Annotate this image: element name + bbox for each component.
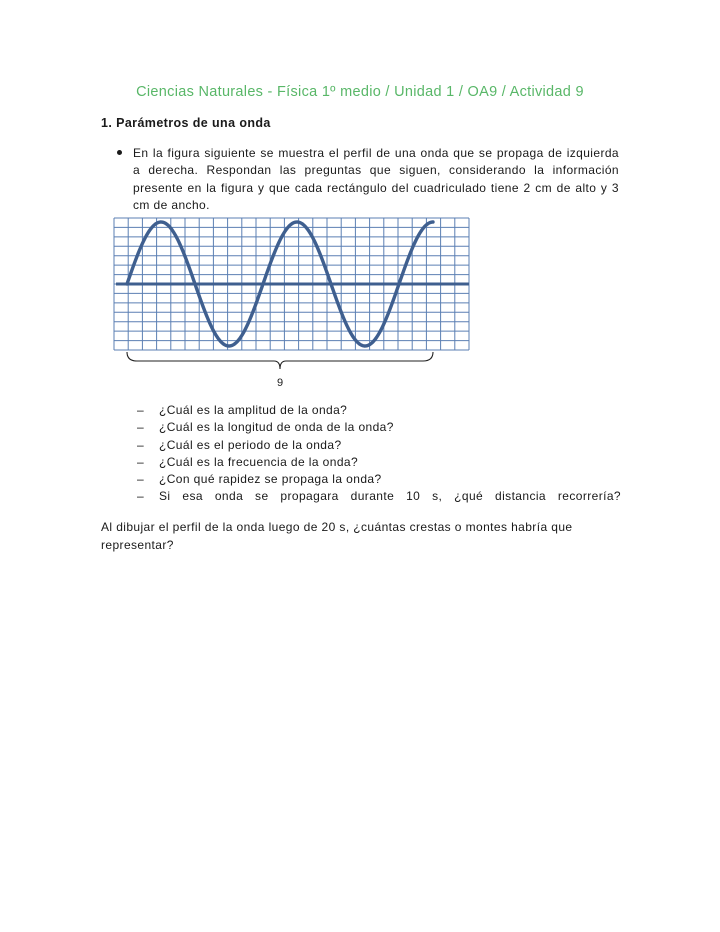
page-header-title: Ciencias Naturales - Física 1º medio / Unidad 1 / OA9 / Actividad 9 [136, 84, 584, 100]
wave-diagram [108, 212, 474, 394]
wave-figure [108, 212, 474, 399]
final-question: Al dibujar el perfil de la onda luego de 20 s, ¿cuántas crestas o montes habría que representar? [101, 520, 573, 552]
question-text: Si esa onda se propagara durante 10 s, ¿qué distancia recorrería? [159, 489, 621, 504]
bullet-dot [117, 150, 122, 155]
question-text: ¿Cuál es la frecuencia de la onda? [159, 454, 359, 469]
question-text: ¿Cuál es la amplitud de la onda? [159, 403, 348, 417]
dash-marker: – [137, 420, 145, 435]
question-item [137, 471, 621, 488]
brace-label: 9 [276, 377, 284, 389]
question-text: ¿Con qué rapidez se propaga la onda? [159, 472, 382, 487]
dash-marker: – [137, 437, 145, 452]
question-text: ¿Cuál es la longitud de onda de la onda? [159, 420, 394, 435]
question-item [137, 437, 621, 454]
question-item [137, 454, 621, 471]
question-item [137, 419, 621, 436]
question-item [137, 402, 621, 419]
dash-marker: – [137, 454, 145, 469]
dash-marker: – [137, 489, 145, 504]
section-heading: 1. Parámetros de una onda [101, 116, 271, 130]
question-item [137, 488, 621, 505]
measure-brace [127, 352, 433, 369]
intro-paragraph: En la figura siguiente se muestra el perfil de una onda que se propaga de izquierda a derecha. Respondan las preguntas que siguen, considerando la información presente en la figura y que cada rectángulo del cuadriculado tiene 2 cm de alto y 3 cm de ancho. [133, 146, 619, 212]
question-text: ¿Cuál es el periodo de la onda? [159, 437, 342, 452]
question-list [137, 402, 621, 506]
dash-marker: – [137, 472, 145, 487]
dash-marker: – [137, 403, 145, 417]
